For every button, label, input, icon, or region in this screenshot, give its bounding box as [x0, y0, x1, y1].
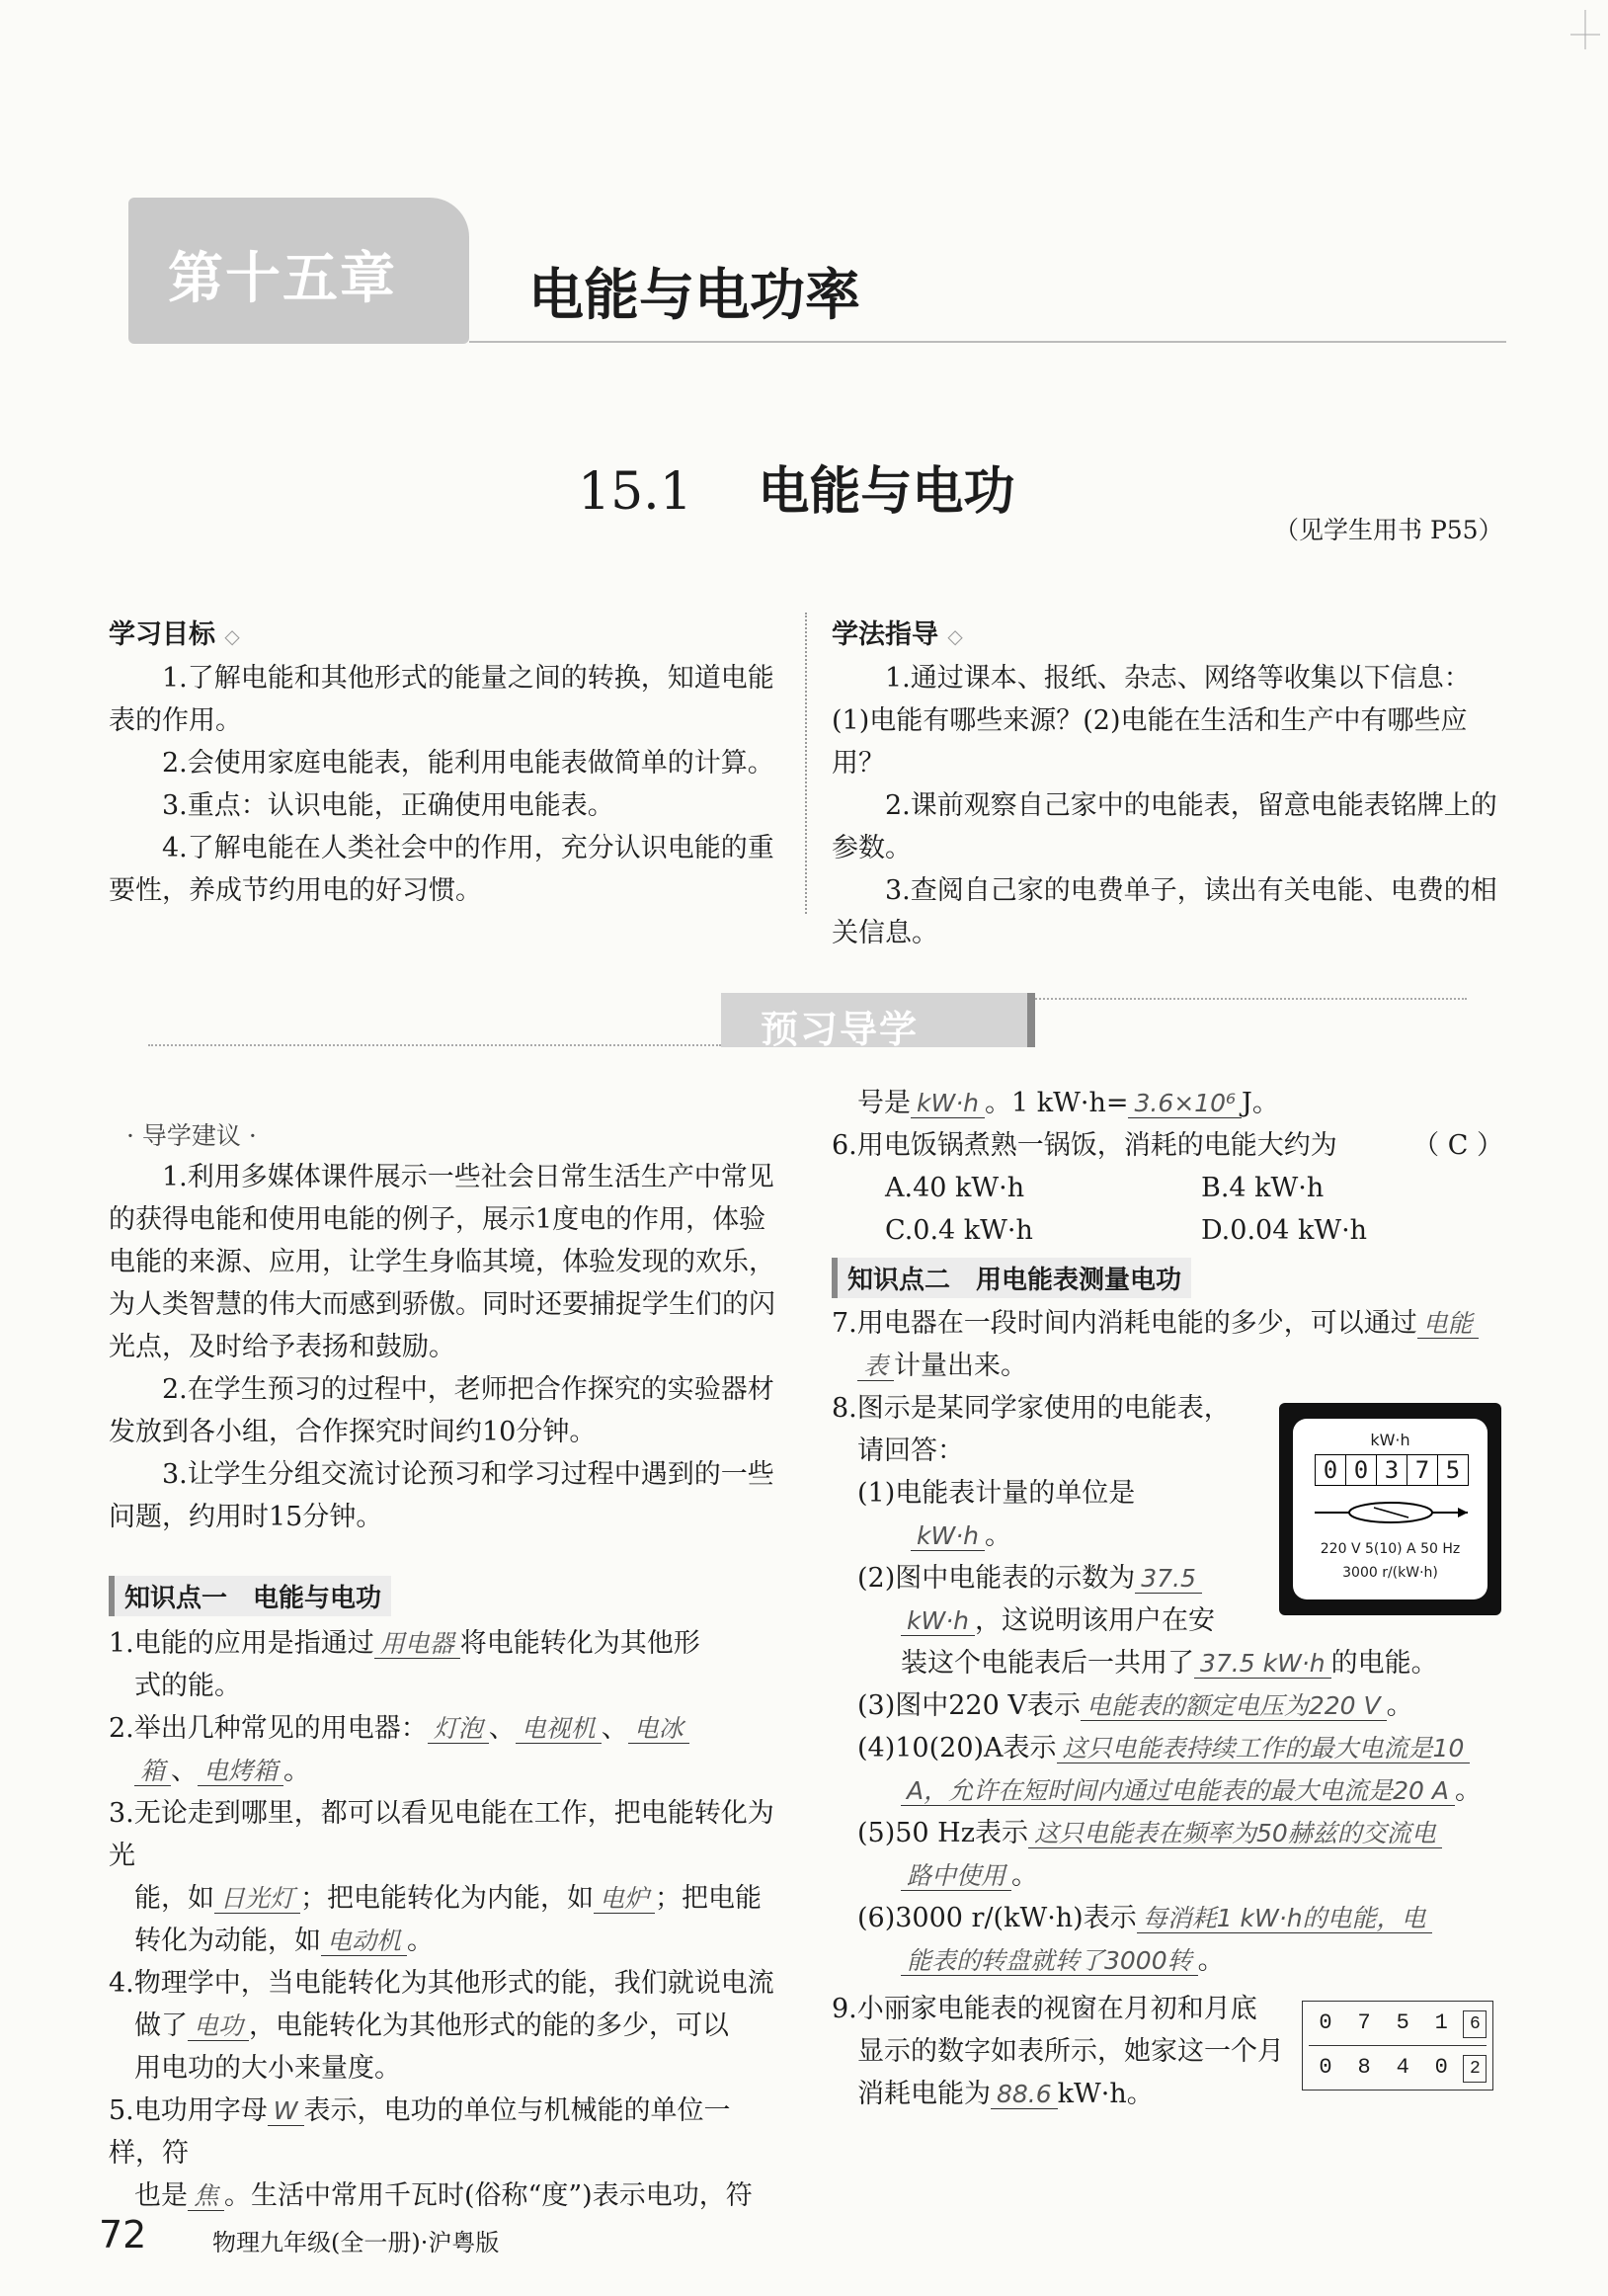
electricity-meter-figure	[1279, 1403, 1501, 1615]
meter-reading-table	[1302, 2001, 1493, 2091]
meter-spec-1: 220 V 5(10) A 50 Hz	[1320, 1541, 1461, 1557]
q6	[832, 1124, 1513, 1167]
chapter-badge	[128, 198, 469, 344]
q4-text: 用电功的大小来量度。	[134, 2053, 401, 2084]
q2-answer: 灯泡	[428, 1714, 489, 1744]
banner-rule-left	[148, 1044, 721, 1046]
q8-part1-answer: kW·h	[911, 1521, 985, 1551]
methods-heading	[832, 613, 1503, 651]
q2-answer: 电冰	[628, 1714, 689, 1744]
left-column	[109, 1116, 780, 2217]
column-divider	[805, 613, 807, 914]
q8-part2: 的电能。	[1330, 1648, 1438, 1679]
kp1-q2	[109, 1707, 780, 1792]
q8-part2-answer: 37.5 kW·h	[1194, 1649, 1331, 1679]
cont-text: 。1 kW·h=	[985, 1088, 1129, 1118]
q3-answer: 日光灯	[214, 1884, 300, 1914]
q8-part4-end: 。	[1454, 1775, 1482, 1806]
q8-part3-end: 。	[1386, 1690, 1413, 1721]
q6-answer: （ C ）	[1412, 1130, 1503, 1161]
method-item: 3.查阅自己家的电费单子，读出有关电能、电费的相关信息。	[832, 875, 1497, 948]
q8-part4-answer: A，允许在短时间内通过电能表的最大电流是20 A	[901, 1776, 1455, 1806]
chapter-underline	[469, 341, 1506, 343]
q8-part6-answer: 能表的转盘就转了3000转	[901, 1946, 1198, 1976]
q1-text: 1.电能的应用是指通过	[109, 1628, 374, 1659]
advice-item: 2.在学生预习的过程中，老师把合作探究的实验器材发放到各小组，合作探究时间约10分钟。	[109, 1374, 774, 1447]
goals-heading	[109, 613, 790, 651]
reading-row-start	[1309, 2006, 1487, 2041]
kp1-q1	[109, 1622, 780, 1707]
q8-part2: 装这个电能表后一共用了	[901, 1648, 1194, 1679]
section-banner	[721, 993, 1035, 1051]
q8-stem: 8.图示是某同学家使用的电能表，	[832, 1393, 1231, 1424]
kp1-q5-continued	[857, 1082, 1513, 1124]
q8-part3-answer: 电能表的额定电压为220 V	[1081, 1691, 1387, 1721]
q8-part6-answer: 每消耗1 kW·h的电能，电	[1137, 1904, 1432, 1933]
diamond-icon: ◇	[224, 624, 240, 648]
q7-answer: 电能	[1417, 1309, 1479, 1339]
banner-label: 预习导学	[761, 1008, 920, 1051]
q1-answer: 用电器	[374, 1629, 460, 1659]
q3-answer: 电动机	[321, 1927, 407, 1956]
meter-disc-icon	[1315, 1496, 1468, 1529]
reading-cell: 0	[1319, 2055, 1332, 2080]
meter-face	[1293, 1419, 1487, 1599]
q3-text: ；把电能转化为内能，如	[300, 1883, 595, 1914]
q7-text: 计量出来。	[894, 1351, 1028, 1381]
q2-sep: 、	[601, 1713, 628, 1744]
q9-text: kW·h。	[1057, 2079, 1154, 2109]
goal-item: 4.了解电能在人类社会中的作用，充分认识电能的重要性，养成节约用电的好习惯。	[109, 833, 774, 906]
section-title	[578, 450, 1014, 524]
q8-stem: 请回答：	[857, 1435, 964, 1466]
q8-part3: (3)图中220 V表示	[857, 1690, 1081, 1721]
q2-sep: 、	[171, 1756, 199, 1786]
advice-item: 3.让学生分组交流讨论预习和学习过程中遇到的一些问题，约用时15分钟。	[109, 1459, 774, 1532]
kp1-q5	[109, 2090, 780, 2217]
q8-part4: (4)10(20)A表示	[857, 1733, 1057, 1763]
q5-answer: W	[268, 2096, 304, 2126]
q8-part5-answer: 这只电能表在频率为50赫兹的交流电	[1028, 1819, 1442, 1848]
reading-cell: 1	[1434, 2010, 1448, 2035]
q7	[832, 1302, 1513, 1387]
section-number: 15.1	[578, 462, 692, 522]
meter-digit: 3	[1377, 1455, 1407, 1485]
q2-answer: 电视机	[516, 1714, 602, 1744]
chapter-title: 电能与电功率	[528, 264, 860, 328]
q8-part4-answer: 这只电能表持续工作的最大电流是10	[1057, 1734, 1471, 1763]
meter-digit: 0	[1346, 1455, 1377, 1485]
method-item: 2.课前观察自己家中的电能表，留意电能表铭牌上的参数。	[832, 790, 1497, 863]
kp1-q3	[109, 1792, 780, 1962]
q8-rest	[832, 1642, 1513, 1982]
q8-part1-end: 。	[985, 1520, 1011, 1551]
q9-text: 消耗电能为	[857, 2079, 991, 2109]
q3-text: 。	[407, 1926, 435, 1956]
cont-text: 号是	[857, 1088, 911, 1118]
q4-text: ，电能转化为其他形式的能的多少，可以	[249, 2010, 730, 2041]
cont-answer: kW·h	[911, 1089, 985, 1118]
q6-option-d: D.0.04 kW·h	[1201, 1215, 1368, 1246]
meter-digit: 5	[1445, 1456, 1461, 1484]
q6-options	[885, 1167, 1513, 1252]
q7-answer: 表	[857, 1352, 894, 1381]
reading-row-end	[1309, 2045, 1487, 2086]
banner-rule-right	[1032, 998, 1467, 1000]
q8-part5: (5)50 Hz表示	[857, 1818, 1028, 1848]
page-number: 72	[99, 2213, 147, 2256]
q3-text: ；把电能	[655, 1883, 763, 1914]
q6-stem: 6.用电饭锅煮熟一锅饭，消耗的电能大约为	[832, 1130, 1337, 1161]
book-title: 物理九年级(全一册)·沪粤版	[212, 2229, 500, 2256]
q4-answer: 电功	[188, 2011, 249, 2041]
reading-cell: 4	[1396, 2055, 1409, 2080]
q3-text: 3.无论走到哪里，都可以看见电能在工作，把电能转化为光	[109, 1798, 774, 1871]
methods-box	[832, 613, 1503, 954]
reading-cell: 0	[1319, 2010, 1332, 2035]
meter-spec-2: 3000 r/(kW·h)	[1342, 1565, 1438, 1581]
q4-text: 做了	[134, 2010, 188, 2041]
q5-text: 5.电功用字母	[109, 2095, 268, 2126]
q3-answer: 电炉	[594, 1884, 655, 1914]
reading-cell: 2	[1463, 2055, 1487, 2083]
q5-text: 表示，电功的单位与机械能的单位一样，符	[109, 2095, 731, 2169]
meter-digits	[1315, 1454, 1469, 1486]
reading-cell: 8	[1357, 2055, 1371, 2080]
q6-option-a: A.40 kW·h	[885, 1173, 1025, 1203]
q8-part1: (1)电能表计量的单位是	[857, 1478, 1136, 1509]
advice-item: 1.利用多媒体课件展示一些社会日常生活生产中常见的获得电能和使用电能的例子，展示1度电的作用，体验电能的来源、应用，让学生身临其境，体验发现的欢乐，为人类智慧的伟大而感到骄傲。同时还要捕捉学生们的闪光点，及时给予表扬和鼓励。	[109, 1162, 775, 1362]
cont-answer: 3.6×10⁶	[1128, 1089, 1242, 1118]
meter-digit: 0	[1316, 1455, 1346, 1485]
meter-unit: kW·h	[1370, 1431, 1410, 1449]
corner-mark-icon	[1570, 10, 1600, 49]
advice-heading: · 导学建议 ·	[126, 1121, 257, 1150]
section-ref: （见学生用书 P55）	[1274, 516, 1503, 544]
q8-part2-answer: kW·h	[901, 1606, 975, 1636]
chapter-number: 第十五章	[168, 247, 397, 311]
q2-end: 。	[283, 1756, 311, 1786]
kp1-heading: 知识点一 电能与电功	[109, 1576, 391, 1616]
q6-option-b: B.4 kW·h	[1201, 1173, 1325, 1203]
q9-answer: 88.6	[991, 2080, 1058, 2109]
q8-part5-answer: 路中使用	[901, 1861, 1011, 1891]
q9-text: 9.小丽家电能表的视窗在月初和月底	[832, 1994, 1257, 2024]
q6-option-c: C.0.4 kW·h	[885, 1215, 1033, 1246]
q8-part6-end: 。	[1197, 1945, 1225, 1976]
q5-answer: 焦	[188, 2181, 224, 2211]
q8	[832, 1387, 1246, 1642]
q3-text: 能，如	[134, 1883, 214, 1914]
diamond-icon: ◇	[947, 624, 963, 648]
q8-part2: (2)图中电能表的示数为	[857, 1563, 1136, 1594]
reading-cell: 7	[1357, 2010, 1371, 2035]
q7-text: 7.用电器在一段时间内消耗电能的多少，可以通过	[832, 1308, 1417, 1339]
q8-part5-end: 。	[1011, 1860, 1039, 1891]
q1-text: 将电能转化为其他形	[459, 1628, 700, 1659]
q2-sep: 、	[488, 1713, 516, 1744]
q2-answer: 箱	[134, 1757, 171, 1786]
cont-text: J。	[1242, 1088, 1279, 1118]
q2-text: 2.举出几种常见的用电器：	[109, 1713, 428, 1744]
meter-digit: 7	[1407, 1455, 1438, 1485]
q5-text: 。生活中常用千瓦时(俗称“度”)表示电功，符	[224, 2180, 753, 2211]
methods-heading-label: 学法指导	[832, 619, 938, 650]
goals-heading-label: 学习目标	[109, 619, 215, 650]
q1-text: 式的能。	[134, 1671, 241, 1701]
q4-text: 4.物理学中，当电能转化为其他形式的能，我们就说电流	[109, 1968, 774, 1999]
goals-box	[109, 613, 790, 912]
reading-cell: 5	[1396, 2010, 1409, 2035]
reading-cell: 0	[1434, 2055, 1448, 2080]
kp1-q4	[109, 1962, 780, 2090]
section-name: 电能与电功	[758, 462, 1015, 522]
q3-text: 转化为动能，如	[134, 1926, 321, 1956]
q8-part2: ，这说明该用户在安	[975, 1605, 1215, 1636]
method-item: 1.通过课本、报纸、杂志、网络等收集以下信息：(1)电能有哪些来源？(2)电能在生活和生产中有哪些应用？	[832, 663, 1471, 779]
q5-text: 也是	[134, 2180, 188, 2211]
q9-text: 显示的数字如表所示，她家这一个月	[857, 2036, 1284, 2067]
q2-answer: 电烤箱	[198, 1757, 283, 1786]
kp2-heading: 知识点二 用电能表测量电功	[832, 1258, 1191, 1298]
goal-item: 3.重点：认识电能，正确使用电能表。	[162, 790, 614, 821]
q8-part6: (6)3000 r/(kW·h)表示	[857, 1903, 1137, 1933]
goal-item: 1.了解电能和其他形式的能量之间的转换，知道电能表的作用。	[109, 663, 774, 736]
q8-part2-answer: 37.5	[1135, 1564, 1202, 1594]
reading-cell: 6	[1463, 2010, 1487, 2038]
goal-item: 2.会使用家庭电能表，能利用电能表做简单的计算。	[162, 748, 774, 779]
